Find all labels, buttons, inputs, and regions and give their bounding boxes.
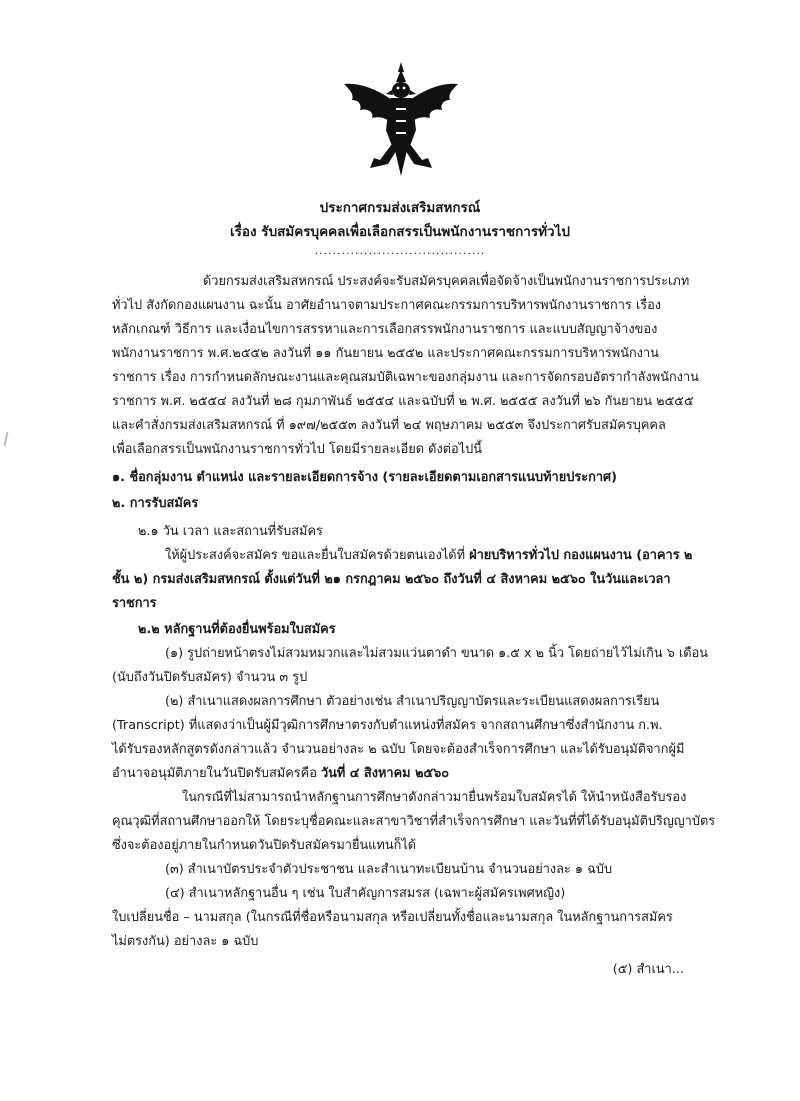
item-1-line-1: (๑) รูปถ่ายหน้าตรงไม่สวมหมวกและไม่สวมแว่นตาดำ ขนาด ๑.๕ x ๒ นิ้ว โดยถ่ายไว้ไม่เกิน ๖ เดือน (165, 646, 709, 661)
announcement-subject: เรื่อง รับสมัครบุคคลเพื่อเลือกสรรเป็นพนักงานราชการทั่วไป (230, 224, 570, 240)
item-4-line-1: (๔) สำเนาหลักฐานอื่น ๆ เช่น ใบสำคัญการสมรส (เฉพาะผู้สมัครเพศหญิง) (165, 886, 566, 901)
item-3: (๓) สำเนาบัตรประจำตัวประชาชน และสำเนาทะเบียนบ้าน จำนวนอย่างละ ๑ ฉบับ (165, 862, 613, 877)
intro-line-5: ราชการ เรื่อง การกำหนดลักษณะงานและคุณสมบัติเฉพาะของกลุ่มงาน และการจัดกรอบอัตรากำลังพนักงาน (112, 370, 699, 385)
subsection-2-1-heading: ๒.๑ วัน เวลา และสถานที่รับสมัคร (138, 524, 323, 539)
note-line-3: ซึ่งจะต้องอยู่ภายในกำหนดวันปิดรับสมัครมายื่นแทนก็ได้ (112, 838, 417, 853)
subsection-2-2-heading: ๒.๒ หลักฐานที่ต้องยื่นพร้อมใบสมัคร (138, 622, 336, 637)
intro-line-8: เพื่อเลือกสรรเป็นพนักงานราชการทั่วไป โดยมีรายละเอียด ดังต่อไปนี้ (112, 442, 483, 457)
note-line-1: ในกรณีที่ไม่สามารถนำหลักฐานการศึกษาดังกล่าวมายื่นพร้อมใบสมัครได้ ให้นำหนังสือรับรอง (182, 790, 687, 805)
section-1-heading: ๑. ชื่อกลุ่มงาน ตำแหน่ง และรายละเอียดการจ้าง (รายละเอียดตามเอกสารแนบท้ายประกาศ) (112, 470, 618, 485)
intro-line-7: และคำสั่งกรมส่งเสริมสหกรณ์ ที่ ๑๙๗/๒๕๕๓ ลงวันที่ ๒๔ พฤษภาคม ๒๕๕๓ จึงประกาศรับสมัครบุคคล (112, 418, 666, 433)
intro-line-2: ทั่วไป สังกัดกองแผนงาน ฉะนั้น อาศัยอำนาจตามประกาศคณะกรรมการบริหารพนักงานราชการ เรื่อง (112, 298, 662, 313)
announcement-title: ประกาศกรมส่งเสริมสหกรณ์ (319, 200, 481, 216)
section-2-heading: ๒. การรับสมัคร (112, 496, 199, 511)
item-2-line-2: (Transcript) ที่แสดงว่าเป็นผู้มีวุฒิการศึกษาตรงกับตำแหน่งที่สมัคร จากสถานศึกษาซึ่งสำนักงาน ก.พ. (112, 718, 663, 733)
subsection-2-1-line-1: ให้ผู้ประสงค์จะสมัคร ขอและยื่นใบสมัครด้วยตนเองได้ที่ ฝ่ายบริหารทั่วไป กองแผนงาน (อาคาร ๒ (165, 548, 693, 563)
subsection-2-1-line-2: ชั้น ๒) กรมส่งเสริมสหกรณ์ ตั้งแต่วันที่ ๒๑ กรกฎาคม ๒๕๖๐ ถึงวันที่ ๔ สิงหาคม ๒๕๖๐ ในวันและเวลา (112, 572, 671, 587)
intro-line-4: พนักงานราชการ พ.ศ.๒๕๕๒ ลงวันที่ ๑๑ กันยายน ๒๕๕๒ และประกาศคณะกรรมการบริหารพนักงาน (112, 346, 659, 361)
item-4-line-2: ใบเปลี่ยนชื่อ – นามสกุล (ในกรณีที่ชื่อหรือนามสกุล หรือเปลี่ยนทั้งชื่อและนามสกุล ในหลักฐานการสมัคร (112, 910, 673, 925)
item-2-line-4: อำนาจอนุมัติภายในวันปิดรับสมัครคือ วันที่ ๔ สิงหาคม ๒๕๖๐ (112, 766, 450, 781)
note-line-2: คุณวุฒิที่สถานศึกษาออกให้ โดยระบุชื่อคณะและสาขาวิชาที่สำเร็จการศึกษา และวันที่ที่ได้รับอนุมัติปริญญาบัตร (112, 814, 716, 829)
continuation-marker: (๕) สำเนา... (612, 962, 684, 977)
item-2-line-1: (๒) สำเนาแสดงผลการศึกษา ตัวอย่างเช่น สำเนาปริญญาบัตรและระเบียนแสดงผลการเรียน (165, 694, 660, 709)
margin-mark (4, 432, 9, 446)
item-4-line-3: ไม่ตรงกัน) อย่างละ ๑ ฉบับ (112, 934, 259, 949)
garuda-emblem (340, 60, 462, 180)
subsection-2-1-line-3: ราชการ (112, 596, 157, 611)
item-2-line-3: ได้รับรองหลักสูตรดังกล่าวแล้ว จำนวนอย่างละ ๒ ฉบับ โดยจะต้องสำเร็จการศึกษา และได้รับอนุมัติจากผู้มี (112, 742, 685, 757)
title-divider-dots: ...................................... (314, 244, 486, 257)
item-1-line-2: (นับถึงวันปิดรับสมัคร) จำนวน ๓ รูป (112, 670, 308, 685)
intro-line-3: หลักเกณฑ์ วิธีการ และเงื่อนไขการสรรหาและการเลือกสรรพนักงานราชการ และแบบสัญญาจ้างของ (112, 322, 658, 337)
intro-line-6: ราชการ พ.ศ. ๒๕๕๔ ลงวันที่ ๒๘ กุมภาพันธ์ ๒๕๕๔ และฉบับที่ ๒ พ.ศ. ๒๕๕๕ ลงวันที่ ๒๖ กันยายน ๒๕๕๕ (112, 394, 694, 409)
intro-line-1: ด้วยกรมส่งเสริมสหกรณ์ ประสงค์จะรับสมัครบุคคลเพื่อจัดจ้างเป็นพนักงานราชการประเภท (203, 274, 690, 289)
